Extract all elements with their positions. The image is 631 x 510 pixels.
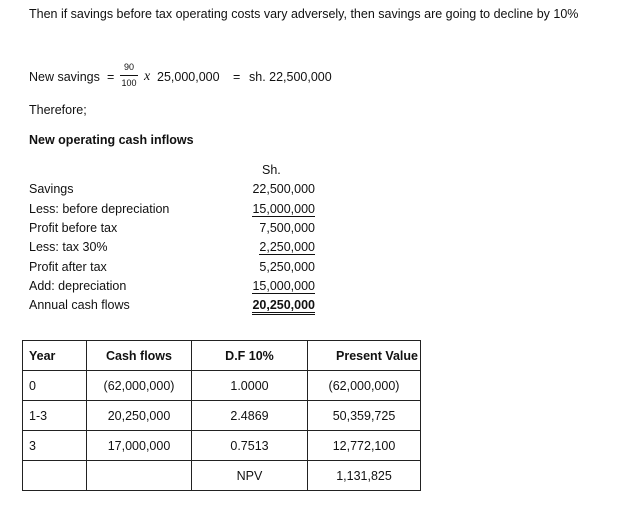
row-label-profit-after-tax: Profit after tax: [29, 260, 107, 274]
cell-present-value: (62,000,000): [308, 371, 421, 401]
header-present-value: Present Value: [308, 341, 421, 371]
row-value-profit-after-tax: 5,250,000: [259, 260, 315, 274]
row-label-tax: Less: tax 30%: [29, 240, 108, 254]
cell-year: 1-3: [23, 401, 87, 431]
row-label-savings: Savings: [29, 182, 74, 196]
row-value-add-depreciation: 15,000,000: [252, 279, 315, 293]
table-row: [23, 431, 421, 461]
cell-cash-flow: 17,000,000: [87, 431, 192, 461]
cell-present-value: 50,359,725: [308, 401, 421, 431]
row-label-less-depreciation: Less: before depreciation: [29, 202, 170, 216]
currency-header: Sh.: [262, 163, 281, 177]
section-title: New operating cash inflows: [29, 133, 194, 147]
cell-year: [23, 461, 87, 491]
savings-label: New savings: [29, 70, 100, 84]
row-label-add-depreciation: Add: depreciation: [29, 279, 127, 293]
cell-cash-flow: [87, 461, 192, 491]
cell-npv-label: NPV: [192, 461, 308, 491]
savings-equals-2: =: [233, 70, 241, 84]
npv-table: [22, 340, 421, 491]
savings-amount: 25,000,000: [157, 70, 220, 84]
cell-df: 2.4869: [192, 401, 308, 431]
cell-year: 3: [23, 431, 87, 461]
fraction-denominator: 100: [121, 78, 137, 88]
header-df: D.F 10%: [192, 341, 308, 371]
cell-year: 0: [23, 371, 87, 401]
row-label-annual-cash-flows: Annual cash flows: [29, 298, 130, 312]
table-row-npv: [23, 461, 421, 491]
header-year: Year: [23, 341, 87, 371]
cell-cash-flow: 20,250,000: [87, 401, 192, 431]
row-label-profit-before-tax: Profit before tax: [29, 221, 118, 235]
row-value-tax: 2,250,000: [259, 240, 315, 254]
cell-df: 0.7513: [192, 431, 308, 461]
table-header-row: [23, 341, 421, 371]
times-symbol: x: [144, 69, 151, 84]
savings-result: sh. 22,500,000: [249, 70, 332, 84]
cell-df: 1.0000: [192, 371, 308, 401]
fraction-bar: [120, 75, 138, 76]
fraction-numerator: 90: [123, 62, 134, 72]
row-value-annual-cash-flows: 20,250,000: [252, 298, 315, 315]
cell-present-value: 12,772,100: [308, 431, 421, 461]
savings-equals: =: [107, 70, 115, 84]
intro-text: Then if savings before tax operating costs vary adversely, then savings are going to decline by 10%: [29, 7, 579, 21]
table-row: [23, 371, 421, 401]
table-row: [23, 401, 421, 431]
row-value-profit-before-tax: 7,500,000: [259, 221, 315, 235]
header-cash-flows: Cash flows: [87, 341, 192, 371]
cell-cash-flow: (62,000,000): [87, 371, 192, 401]
therefore-text: Therefore;: [29, 103, 87, 117]
row-value-less-depreciation: 15,000,000: [252, 202, 315, 216]
row-value-savings: 22,500,000: [252, 182, 315, 196]
cell-npv-value: 1,131,825: [308, 461, 421, 491]
